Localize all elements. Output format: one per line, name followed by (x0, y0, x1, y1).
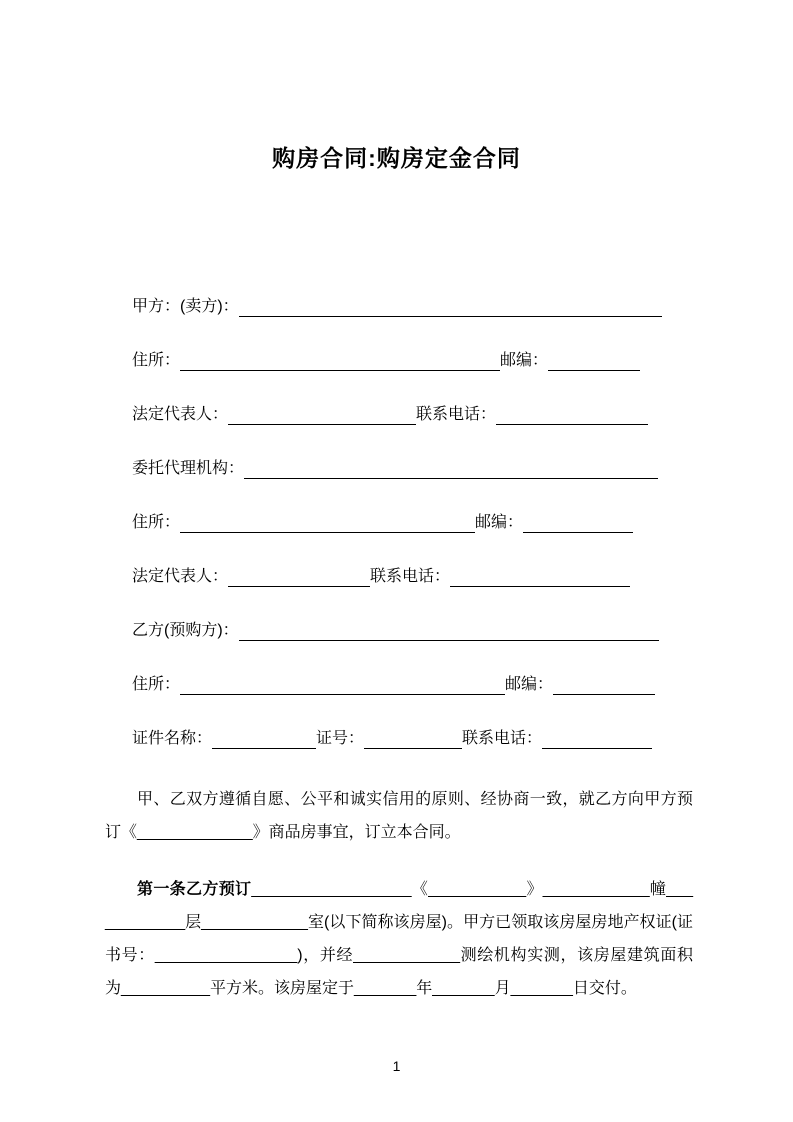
agency-blank (244, 461, 658, 479)
contract-form (132, 297, 693, 749)
id-line (132, 729, 693, 749)
id-number-blank (364, 731, 462, 749)
postal-a-blank (548, 353, 640, 371)
article-1-lead: 第一条乙方预订 (137, 881, 252, 898)
phone-a-label: 联系电话： (416, 406, 497, 423)
id-phone-blank (542, 731, 652, 749)
article-1-body: __________________《___________》____________幢____________层____________室(以下简称该房屋)。甲方已领取该房屋房地产权证(证书号：________________)，并经____________测绘机构实测，该房屋建筑面积为__________平方米。该房屋定于_______年_______月_______日交付。 (105, 881, 693, 997)
postal-b-label: 邮编： (505, 676, 554, 693)
agency-line (132, 459, 693, 479)
address-agency-blank (180, 515, 475, 533)
id-name-label: 证件名称： (132, 730, 213, 747)
address-a-blank (180, 353, 500, 371)
address-b-blank (180, 677, 505, 695)
phone-agency-label: 联系电话： (370, 568, 451, 585)
document-title: 购房合同:购房定金合同 (272, 145, 521, 171)
legal-rep-agency-blank (228, 569, 370, 587)
phone-a-blank (496, 407, 648, 425)
page-number: 1 (392, 1058, 401, 1074)
legal-rep-a-blank (228, 407, 416, 425)
address-agency-label: 住所： (132, 514, 181, 531)
legal-rep-agency-label: 法定代表人： (132, 568, 229, 585)
address-b-line (132, 675, 693, 695)
party-b-label: 乙方(预购方)： (132, 622, 239, 639)
address-agency-line (132, 513, 693, 533)
address-b-label: 住所： (132, 676, 181, 693)
legal-rep-agency-line (132, 567, 693, 587)
postal-agency-blank (523, 515, 633, 533)
id-name-blank (212, 731, 316, 749)
agency-label: 委托代理机构： (132, 460, 245, 477)
party-a-blank (239, 299, 662, 317)
party-a-label: 甲方：(卖方)： (132, 298, 239, 315)
postal-agency-label: 邮编： (475, 514, 524, 531)
intro-paragraph: 甲、乙双方遵循自愿、公平和诚实信用的原则、经协商一致，就乙方向甲方预订《_____________》商品房事宜，订立本合同。 (105, 791, 693, 841)
id-phone-label: 联系电话： (462, 730, 543, 747)
party-a-line (132, 297, 693, 317)
address-a-line (132, 351, 693, 371)
legal-rep-a-label: 法定代表人： (132, 406, 229, 423)
legal-rep-a-line (132, 405, 693, 425)
id-number-label: 证号： (316, 730, 365, 747)
address-a-label: 住所： (132, 352, 181, 369)
postal-a-label: 邮编： (500, 352, 549, 369)
party-b-blank (239, 623, 659, 641)
phone-agency-blank (450, 569, 630, 587)
article-1-paragraph (105, 873, 693, 1005)
postal-b-blank (553, 677, 655, 695)
party-b-line (132, 621, 693, 641)
